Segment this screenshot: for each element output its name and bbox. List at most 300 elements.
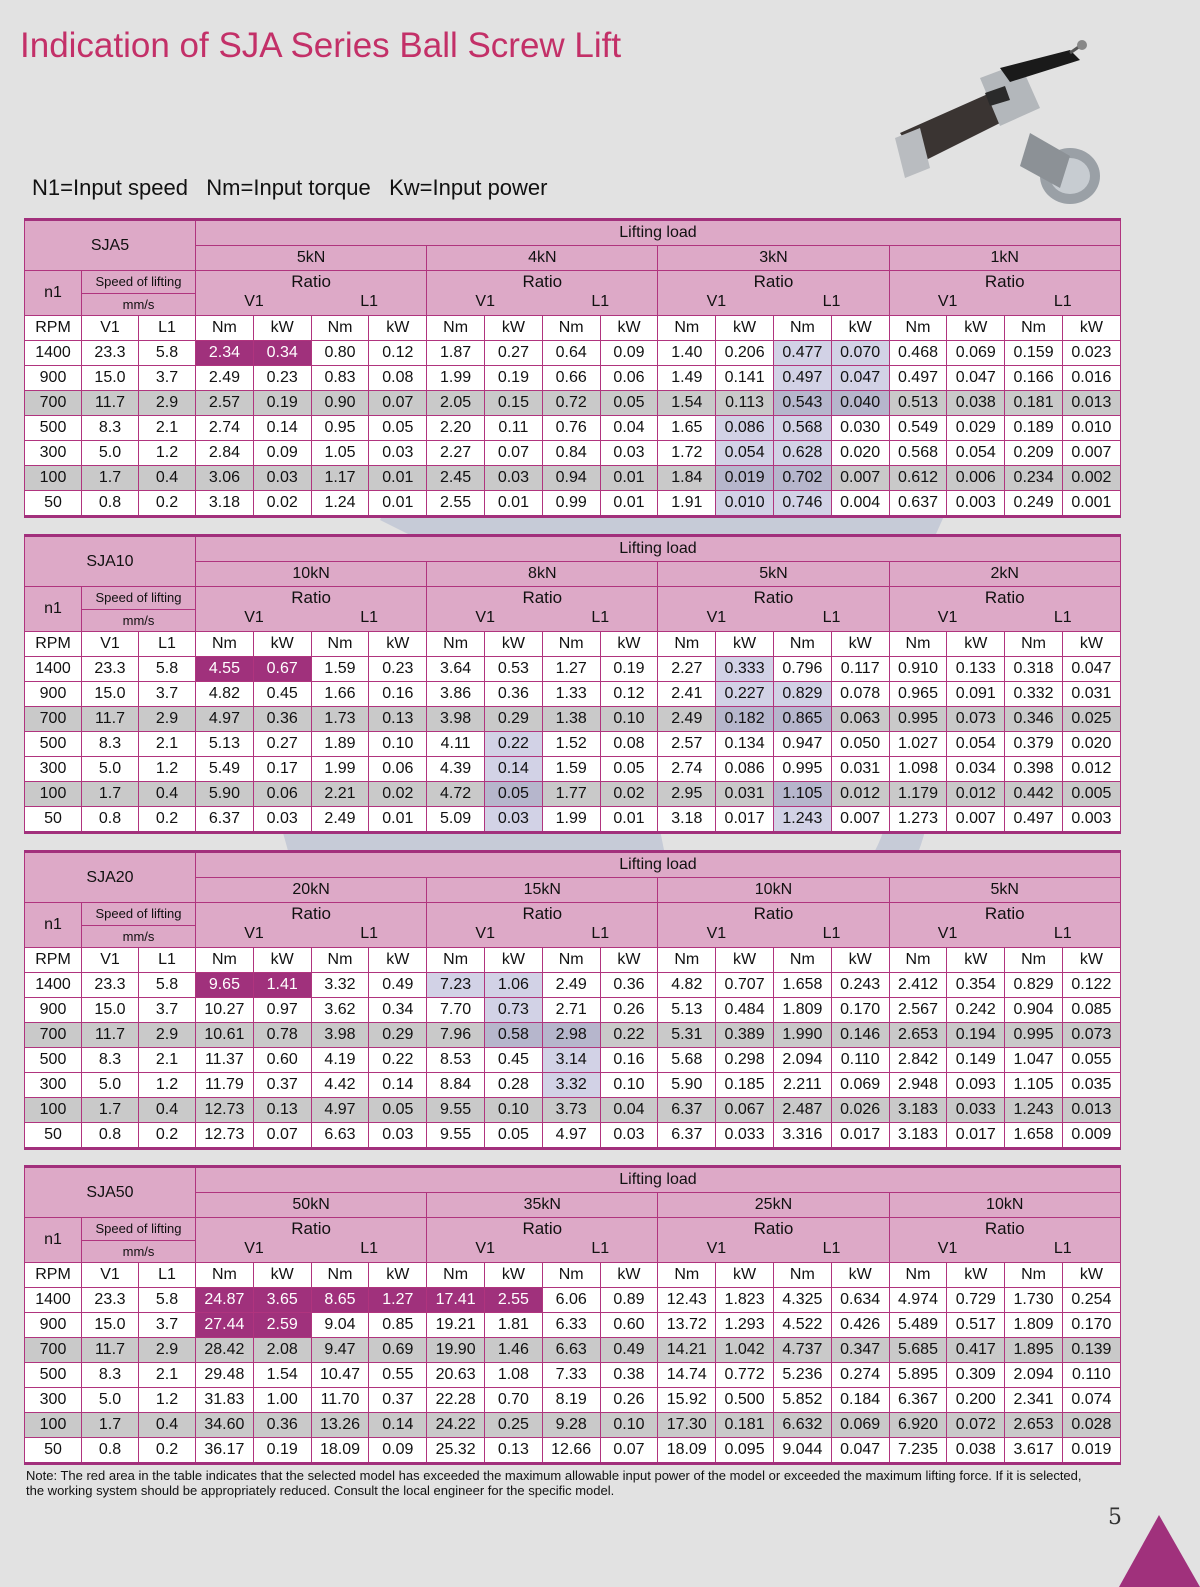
table-cell: 2.55	[484, 1288, 542, 1313]
nm-header: Nm	[427, 316, 485, 341]
table-row	[25, 807, 1121, 833]
table-cell: 2.094	[773, 1048, 831, 1073]
ratio-label: Ratio	[291, 272, 331, 291]
table-cell: 0.995	[773, 757, 831, 782]
load-header: 1kN	[889, 246, 1120, 271]
table-cell: 5.0	[82, 757, 139, 782]
table-cell: 11.7	[82, 1023, 139, 1048]
table-cell: 15.0	[82, 1313, 139, 1338]
table-cell: 0.772	[716, 1363, 774, 1388]
table-cell: 0.26	[600, 998, 658, 1023]
table-cell: 1.81	[484, 1313, 542, 1338]
table-cell: 0.16	[369, 682, 427, 707]
table-cell: 18.09	[658, 1438, 716, 1464]
table-cell: 0.17	[253, 757, 311, 782]
v1-header: V1	[82, 316, 139, 341]
table-cell: 3.32	[311, 973, 369, 998]
table-cell: 0.243	[831, 973, 889, 998]
table-cell: 0.4	[139, 466, 196, 491]
table-cell: 2.211	[773, 1073, 831, 1098]
table-cell: 100	[25, 1413, 82, 1438]
table-cell: 2.59	[253, 1313, 311, 1338]
table-cell: 300	[25, 1073, 82, 1098]
table-cell: 0.612	[889, 466, 947, 491]
v1-label: V1	[475, 293, 495, 310]
table-cell: 2.1	[139, 732, 196, 757]
table-cell: 6.37	[658, 1098, 716, 1123]
table-cell: 1.52	[542, 732, 600, 757]
table-cell: 0.091	[947, 682, 1005, 707]
table-cell: 0.97	[253, 998, 311, 1023]
nm-header: Nm	[311, 632, 369, 657]
table-cell: 8.3	[82, 1048, 139, 1073]
ratio-label: Ratio	[753, 272, 794, 291]
table-cell: 0.031	[831, 757, 889, 782]
ratio-label: Ratio	[984, 588, 1025, 607]
kw-header: kW	[947, 1263, 1005, 1288]
kw-header: kW	[600, 632, 658, 657]
table-cell: 1.27	[542, 657, 600, 682]
table-cell: 0.181	[716, 1413, 774, 1438]
nm-header: Nm	[196, 948, 254, 973]
v1-label: V1	[937, 925, 958, 942]
n1-header: n1	[25, 587, 82, 632]
ratio-header	[196, 1218, 427, 1263]
table-cell: 0.36	[600, 973, 658, 998]
table-cell: 0.067	[716, 1098, 774, 1123]
table-cell: 0.22	[484, 732, 542, 757]
l1-header: L1	[139, 948, 196, 973]
table-row	[25, 998, 1121, 1023]
nm-header: Nm	[1005, 1263, 1063, 1288]
table-cell: 0.707	[716, 973, 774, 998]
table-cell: 0.333	[716, 657, 774, 682]
table-row	[25, 1073, 1121, 1098]
v1-label: V1	[244, 609, 264, 626]
lifting-load-header: Lifting load	[196, 536, 1121, 562]
ratio-label: Ratio	[522, 904, 563, 923]
table-cell: 0.347	[831, 1338, 889, 1363]
table-cell: 0.063	[831, 707, 889, 732]
table-cell: 700	[25, 1338, 82, 1363]
table-cell: 5.68	[658, 1048, 716, 1073]
table-cell: 1.105	[1005, 1073, 1063, 1098]
table-cell: 25.32	[427, 1438, 485, 1464]
kw-header: kW	[947, 632, 1005, 657]
table-cell: 0.37	[369, 1388, 427, 1413]
table-cell: 0.389	[716, 1023, 774, 1048]
table-cell: 0.10	[484, 1098, 542, 1123]
kw-header: kW	[1062, 948, 1120, 973]
speed-of-lifting-header: Speed of lifting	[82, 1218, 196, 1241]
table-cell: 0.8	[82, 807, 139, 833]
nm-header: Nm	[658, 316, 716, 341]
v1-label: V1	[706, 1240, 727, 1257]
table-cell: 0.45	[484, 1048, 542, 1073]
table-cell: 0.4	[139, 1413, 196, 1438]
table-cell: 0.069	[947, 341, 1005, 366]
table-cell: 15.92	[658, 1388, 716, 1413]
table-cell: 0.628	[773, 441, 831, 466]
lifting-load-header: Lifting load	[196, 1167, 1121, 1193]
table-cell: 20.63	[427, 1363, 485, 1388]
table-cell: 0.054	[947, 732, 1005, 757]
table-cell: 0.185	[716, 1073, 774, 1098]
table-cell: 0.086	[716, 757, 774, 782]
table-cell: 8.3	[82, 732, 139, 757]
table-cell: 0.209	[1005, 441, 1063, 466]
table-cell: 0.13	[253, 1098, 311, 1123]
spec-table-sja20	[24, 850, 1121, 1150]
n1-header: n1	[25, 903, 82, 948]
table-cell: 1.99	[311, 757, 369, 782]
model-name: SJA5	[25, 220, 196, 271]
table-cell: 13.72	[658, 1313, 716, 1338]
ratio-label: Ratio	[984, 1219, 1025, 1238]
table-cell: 0.249	[1005, 491, 1063, 517]
table-cell: 2.55	[427, 491, 485, 517]
table-cell: 0.023	[1062, 341, 1120, 366]
table-cell: 0.01	[485, 491, 543, 517]
table-cell: 6.33	[542, 1313, 600, 1338]
table-cell: 0.03	[484, 807, 542, 833]
table-cell: 1.658	[1005, 1123, 1063, 1149]
table-cell: 0.2	[139, 1438, 196, 1464]
kw-header: kW	[484, 1263, 542, 1288]
table-cell: 2.71	[542, 998, 600, 1023]
table-cell: 1.27	[369, 1288, 427, 1313]
nm-header: Nm	[196, 316, 254, 341]
nm-header: Nm	[889, 948, 947, 973]
table-cell: 5.31	[658, 1023, 716, 1048]
speed-of-lifting-header: Speed of lifting	[82, 903, 196, 926]
table-cell: 0.19	[485, 366, 543, 391]
table-cell: 1.042	[716, 1338, 774, 1363]
ratio-header	[427, 271, 658, 316]
table-cell: 0.055	[1062, 1048, 1120, 1073]
table-cell: 0.017	[831, 1123, 889, 1149]
table-cell: 0.031	[1062, 682, 1120, 707]
table-cell: 0.085	[1062, 998, 1120, 1023]
table-cell: 0.010	[1062, 416, 1120, 441]
table-cell: 0.149	[947, 1048, 1005, 1073]
table-row	[25, 973, 1121, 998]
table-cell: 0.181	[1005, 391, 1063, 416]
table-cell: 4.72	[427, 782, 485, 807]
table-cell: 19.90	[427, 1338, 485, 1363]
table-cell: 0.01	[369, 807, 427, 833]
table-cell: 1.49	[658, 366, 716, 391]
table-cell: 2.842	[889, 1048, 947, 1073]
v1-header: V1	[82, 632, 139, 657]
table-cell: 0.99	[542, 491, 600, 517]
l1-label: L1	[360, 293, 378, 310]
table-cell: 0.4	[139, 1098, 196, 1123]
table-cell: 2.49	[311, 807, 369, 833]
table-cell: 0.16	[600, 1048, 658, 1073]
table-cell: 2.9	[139, 391, 196, 416]
kw-header: kW	[947, 316, 1005, 341]
nm-header: Nm	[427, 632, 485, 657]
table-cell: 2.1	[139, 416, 196, 441]
v1-header: V1	[82, 1263, 139, 1288]
nm-header: Nm	[889, 316, 947, 341]
table-cell: 0.200	[947, 1388, 1005, 1413]
table-cell: 0.2	[139, 491, 196, 517]
table-cell: 2.41	[658, 682, 716, 707]
table-cell: 1.7	[82, 1098, 139, 1123]
table-row	[25, 682, 1121, 707]
v1-label: V1	[244, 293, 264, 310]
table-cell: 4.39	[427, 757, 485, 782]
table-cell: 0.206	[716, 341, 774, 366]
table-cell: 0.796	[773, 657, 831, 682]
ratio-label: Ratio	[753, 904, 794, 923]
ratio-header	[658, 1218, 889, 1263]
ratio-label: Ratio	[984, 904, 1025, 923]
table-cell: 12.43	[658, 1288, 716, 1313]
table-cell: 3.18	[196, 491, 254, 517]
table-cell: 0.141	[716, 366, 774, 391]
table-cell: 9.044	[773, 1438, 831, 1464]
v1-label: V1	[706, 293, 727, 310]
table-cell: 0.10	[600, 1073, 658, 1098]
table-cell: 0.026	[831, 1098, 889, 1123]
table-cell: 0.05	[484, 782, 542, 807]
table-cell: 3.65	[253, 1288, 311, 1313]
table-cell: 0.95	[311, 416, 369, 441]
table-cell: 0.60	[600, 1313, 658, 1338]
table-cell: 3.617	[1005, 1438, 1063, 1464]
table-cell: 10.27	[196, 998, 254, 1023]
table-cell: 0.242	[947, 998, 1005, 1023]
table-cell: 0.27	[485, 341, 543, 366]
table-cell: 0.36	[484, 682, 542, 707]
table-cell: 15.0	[82, 998, 139, 1023]
table-cell: 2.1	[139, 1363, 196, 1388]
table-cell: 1.54	[253, 1363, 311, 1388]
l1-label: L1	[360, 925, 378, 942]
table-cell: 0.500	[716, 1388, 774, 1413]
table-cell: 0.03	[253, 807, 311, 833]
ratio-columns	[427, 925, 657, 943]
rpm-header: RPM	[25, 1263, 82, 1288]
table-cell: 0.484	[716, 998, 774, 1023]
table-cell: 0.069	[831, 1073, 889, 1098]
table-cell: 0.004	[831, 491, 889, 517]
table-cell: 0.170	[831, 998, 889, 1023]
speed-unit-header: mm/s	[82, 925, 196, 948]
table-cell: 0.08	[600, 732, 658, 757]
table-cell: 0.074	[1062, 1388, 1120, 1413]
kw-header: kW	[369, 632, 427, 657]
table-cell: 5.8	[139, 657, 196, 682]
ratio-header	[196, 587, 427, 632]
table-cell: 0.13	[369, 707, 427, 732]
table-cell: 15.0	[82, 682, 139, 707]
table-cell: 0.27	[253, 732, 311, 757]
n1-header: n1	[25, 271, 82, 316]
table-cell: 4.42	[311, 1073, 369, 1098]
kw-header: kW	[253, 1263, 311, 1288]
table-cell: 0.007	[947, 807, 1005, 833]
table-cell: 50	[25, 491, 82, 517]
table-cell: 0.146	[831, 1023, 889, 1048]
table-cell: 2.84	[196, 441, 254, 466]
table-row	[25, 757, 1121, 782]
table-cell: 0.04	[600, 416, 658, 441]
table-cell: 22.28	[427, 1388, 485, 1413]
table-cell: 2.49	[658, 707, 716, 732]
table-cell: 5.90	[658, 1073, 716, 1098]
table-cell: 1.91	[658, 491, 716, 517]
table-cell: 4.97	[311, 1098, 369, 1123]
kw-header: kW	[600, 948, 658, 973]
table-cell: 0.028	[1062, 1413, 1120, 1438]
table-cell: 0.14	[369, 1413, 427, 1438]
ratio-columns	[658, 609, 888, 627]
table-cell: 0.012	[831, 782, 889, 807]
table-cell: 0.031	[716, 782, 774, 807]
rpm-header: RPM	[25, 632, 82, 657]
nm-header: Nm	[889, 632, 947, 657]
table-cell: 0.94	[542, 466, 600, 491]
table-cell: 0.117	[831, 657, 889, 682]
table-cell: 0.78	[253, 1023, 311, 1048]
table-cell: 0.05	[369, 1098, 427, 1123]
table-cell: 1.2	[139, 1388, 196, 1413]
table-cell: 6.920	[889, 1413, 947, 1438]
table-cell: 3.183	[889, 1123, 947, 1149]
ratio-label: Ratio	[522, 588, 563, 607]
table-cell: 1.40	[658, 341, 716, 366]
load-header: 10kN	[196, 562, 427, 587]
ratio-columns	[658, 925, 888, 943]
table-cell: 0.04	[600, 1098, 658, 1123]
table-cell: 4.97	[196, 707, 254, 732]
table-cell: 500	[25, 1363, 82, 1388]
table-cell: 0.70	[484, 1388, 542, 1413]
table-cell: 0.05	[484, 1123, 542, 1149]
table-cell: 0.995	[1005, 1023, 1063, 1048]
table-cell: 100	[25, 466, 82, 491]
table-cell: 0.298	[716, 1048, 774, 1073]
l1-label: L1	[1053, 1240, 1072, 1257]
table-cell: 23.3	[82, 973, 139, 998]
table-cell: 900	[25, 366, 82, 391]
rpm-header: RPM	[25, 316, 82, 341]
table-cell: 0.379	[1005, 732, 1063, 757]
table-cell: 1.047	[1005, 1048, 1063, 1073]
table-cell: 0.086	[716, 416, 774, 441]
table-cell: 0.184	[831, 1388, 889, 1413]
table-cell: 1.06	[484, 973, 542, 998]
table-cell: 5.895	[889, 1363, 947, 1388]
table-cell: 0.332	[1005, 682, 1063, 707]
table-cell: 1.17	[311, 466, 369, 491]
table-cell: 0.254	[1062, 1288, 1120, 1313]
table-cell: 1.809	[1005, 1313, 1063, 1338]
table-cell: 0.83	[311, 366, 369, 391]
table-cell: 11.37	[196, 1048, 254, 1073]
ratio-header	[658, 587, 889, 632]
table-cell: 6.63	[542, 1338, 600, 1363]
speed-unit-header: mm/s	[82, 609, 196, 632]
table-cell: 4.55	[196, 657, 254, 682]
l1-label: L1	[591, 1240, 610, 1257]
table-cell: 0.09	[600, 341, 658, 366]
table-cell: 0.634	[831, 1288, 889, 1313]
table-cell: 9.28	[542, 1413, 600, 1438]
table-cell: 0.047	[831, 1438, 889, 1464]
table-cell: 0.003	[1062, 807, 1120, 833]
table-cell: 6.37	[196, 807, 254, 833]
table-cell: 2.341	[1005, 1388, 1063, 1413]
table-cell: 0.309	[947, 1363, 1005, 1388]
table-cell: 0.746	[773, 491, 831, 517]
table-cell: 1.87	[427, 341, 485, 366]
table-cell: 14.74	[658, 1363, 716, 1388]
table-cell: 0.03	[369, 1123, 427, 1149]
kw-header: kW	[369, 1263, 427, 1288]
ratio-columns	[427, 293, 657, 311]
table-cell: 5.49	[196, 757, 254, 782]
model-name: SJA50	[25, 1167, 196, 1218]
table-row	[25, 1098, 1121, 1123]
table-cell: 9.65	[196, 973, 254, 998]
table-cell: 0.58	[484, 1023, 542, 1048]
table-cell: 0.66	[542, 366, 600, 391]
table-cell: 4.974	[889, 1288, 947, 1313]
table-cell: 6.367	[889, 1388, 947, 1413]
speed-unit-header: mm/s	[82, 293, 196, 316]
table-cell: 23.3	[82, 341, 139, 366]
ratio-label: Ratio	[522, 1219, 563, 1238]
table-cell: 1.46	[484, 1338, 542, 1363]
table-cell: 0.497	[889, 366, 947, 391]
table-cell: 12.73	[196, 1098, 254, 1123]
table-cell: 0.4	[139, 782, 196, 807]
table-cell: 29.48	[196, 1363, 254, 1388]
kw-header: kW	[369, 316, 427, 341]
table-cell: 0.89	[600, 1288, 658, 1313]
table-cell: 50	[25, 1438, 82, 1464]
table-cell: 0.073	[947, 707, 1005, 732]
table-cell: 0.10	[600, 1413, 658, 1438]
kw-header: kW	[253, 316, 311, 341]
table-cell: 3.86	[427, 682, 485, 707]
ratio-header	[196, 903, 427, 948]
table-cell: 4.82	[658, 973, 716, 998]
l1-header: L1	[139, 316, 196, 341]
kw-header: kW	[716, 316, 774, 341]
table-cell: 0.166	[1005, 366, 1063, 391]
kw-header: kW	[1062, 1263, 1120, 1288]
lifting-load-header: Lifting load	[196, 852, 1121, 878]
table-cell: 1.7	[82, 782, 139, 807]
l1-label: L1	[1053, 609, 1072, 626]
table-cell: 4.97	[542, 1123, 600, 1149]
table-cell: 14.21	[658, 1338, 716, 1363]
table-cell: 0.14	[484, 757, 542, 782]
table-cell: 9.04	[311, 1313, 369, 1338]
table-cell: 1.38	[542, 707, 600, 732]
table-cell: 0.034	[947, 757, 1005, 782]
nm-header: Nm	[311, 948, 369, 973]
ratio-header	[427, 903, 658, 948]
load-header: 15kN	[427, 878, 658, 903]
table-cell: 0.25	[484, 1413, 542, 1438]
